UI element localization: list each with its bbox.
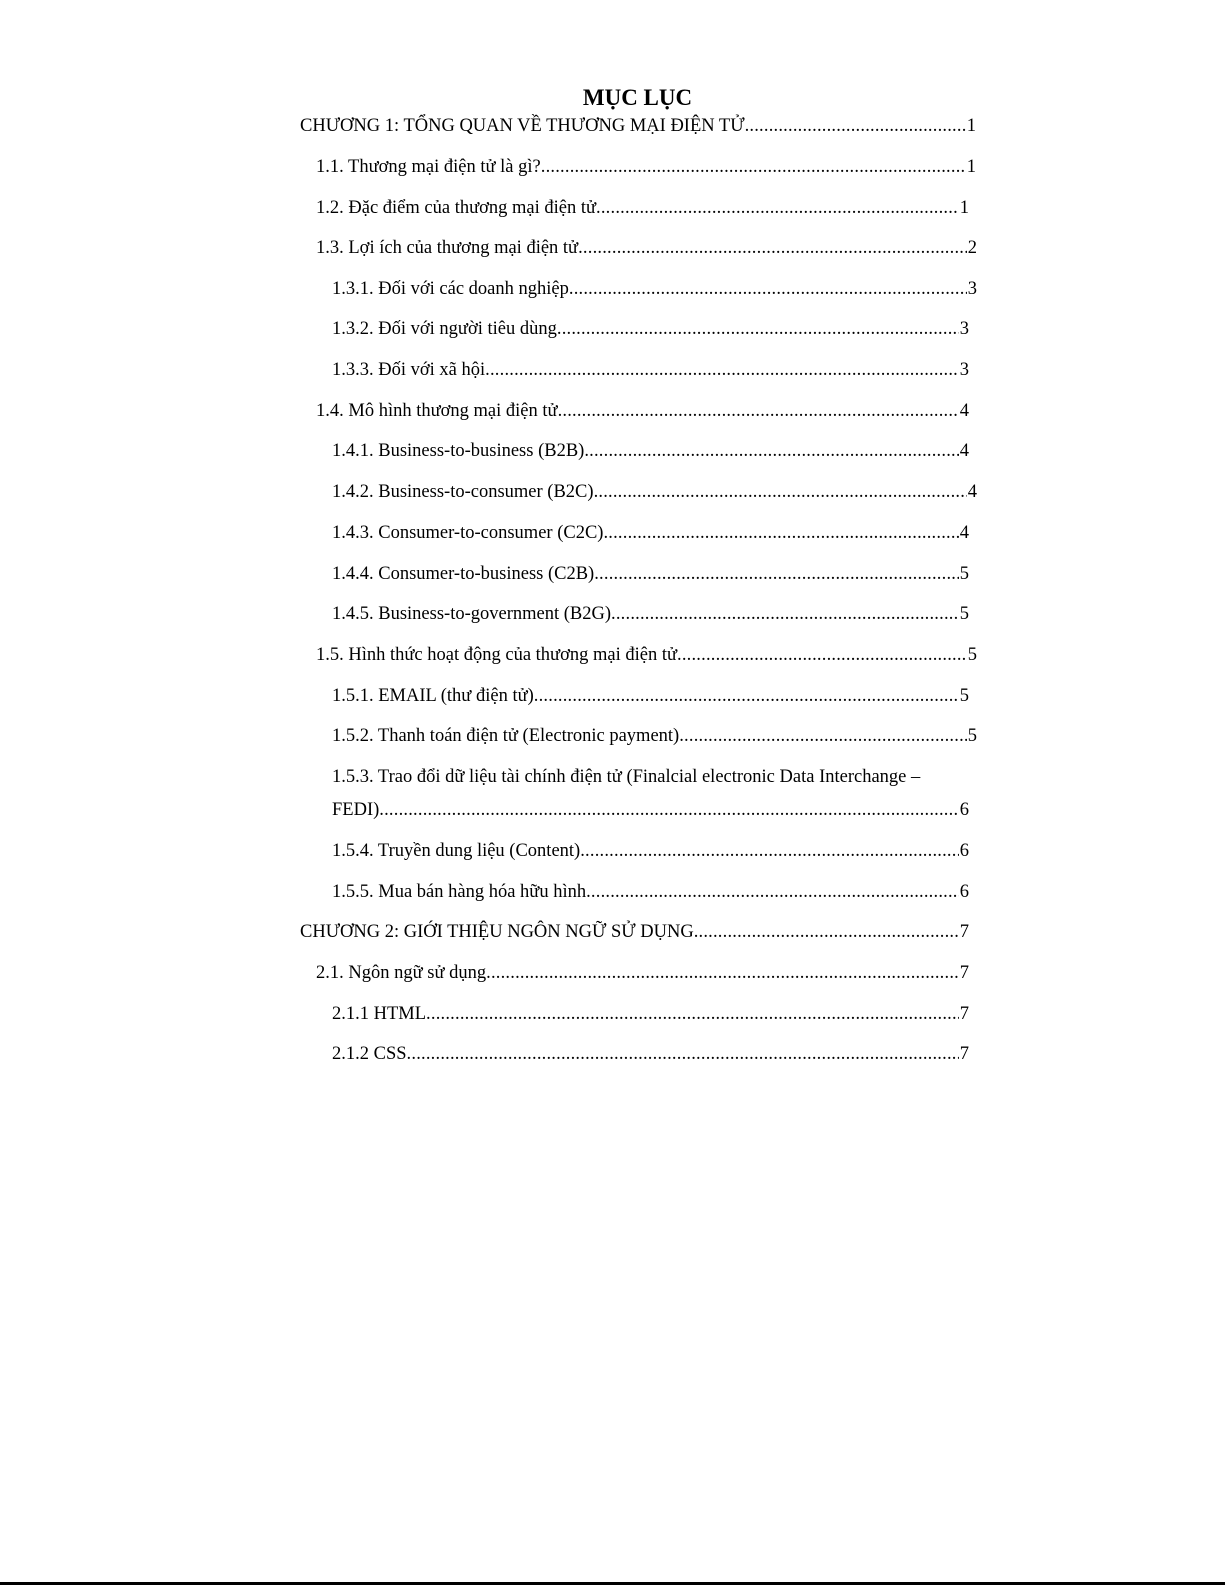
toc-leader-dots	[594, 561, 959, 587]
toc-entry-text: 2.1.1 HTML	[332, 1004, 427, 1024]
toc-entry-page: 5	[967, 726, 977, 746]
toc-entry-1-4-2[interactable]	[332, 479, 977, 505]
toc-entry-page: 3	[959, 360, 969, 380]
toc-entry-1-5-4[interactable]	[332, 838, 969, 864]
toc-entry-1-5-3-line1[interactable]	[332, 764, 920, 790]
toc-entry-text: 1.4.5. Business-to-government (B2G)	[332, 604, 612, 624]
toc-entry-page: 5	[959, 564, 969, 584]
toc-entry-chapter-1[interactable]	[300, 113, 976, 139]
toc-entry-page: 6	[959, 841, 969, 861]
toc-entry-page: 1	[959, 198, 969, 218]
toc-entry-text: 1.3. Lợi ích của thương mại điện tử	[316, 238, 579, 258]
toc-leader-dots	[611, 601, 959, 627]
toc-entry-1-3-2[interactable]	[332, 316, 969, 342]
toc-leader-dots	[407, 1041, 959, 1067]
toc-entry-text: 1.3.1. Đối với các doanh nghiệp	[332, 279, 569, 299]
toc-leader-dots	[596, 195, 959, 221]
toc-entry-page: 6	[959, 882, 969, 902]
toc-entry-text: CHƯƠNG 2: GIỚI THIỆU NGÔN NGỮ SỬ DỤNG	[300, 922, 694, 942]
toc-entry-text: 2.1. Ngôn ngữ sử dụng	[316, 963, 487, 983]
toc-entry-page: 5	[959, 604, 969, 624]
toc-leader-dots	[584, 438, 958, 464]
toc-entry-1-5-2[interactable]	[332, 723, 977, 749]
toc-entry-chapter-2[interactable]	[300, 919, 969, 945]
toc-leader-dots	[578, 235, 967, 261]
toc-entry-1-4-5[interactable]	[332, 601, 969, 627]
toc-entry-1-3[interactable]	[316, 235, 977, 261]
toc-entry-1-4[interactable]	[316, 398, 969, 424]
toc-entry-text: 1.4.2. Business-to-consumer (B2C)	[332, 482, 594, 502]
toc-entry-1-4-1[interactable]	[332, 438, 969, 464]
toc-leader-dots	[557, 316, 959, 342]
toc-entry-text: 1.3.3. Đối với xã hội	[332, 360, 486, 380]
toc-leader-dots	[580, 838, 959, 864]
toc-entry-1-5[interactable]	[316, 642, 977, 668]
toc-entry-1-4-4[interactable]	[332, 561, 969, 587]
toc-leader-dots	[379, 797, 958, 823]
toc-entry-text: 1.5.3. Trao đổi dữ liệu tài chính điện tử (Finalcial electronic Data Interchange –	[332, 767, 921, 787]
toc-entry-page: 3	[959, 319, 969, 339]
toc-entry-1-1[interactable]	[316, 154, 976, 180]
toc-leader-dots	[541, 154, 966, 180]
toc-entry-1-4-3[interactable]	[332, 520, 969, 546]
toc-entry-text: 1.2. Đặc điểm của thương mại điện tử	[316, 198, 597, 218]
toc-title: MỤC LỤC	[582, 85, 693, 110]
toc-entry-1-5-3-line2[interactable]	[332, 797, 969, 823]
toc-entry-page: 5	[959, 686, 969, 706]
toc-entry-2-1[interactable]	[316, 960, 969, 986]
toc-leader-dots	[677, 642, 967, 668]
toc-entry-text: 1.5. Hình thức hoạt động của thương mại điện tử	[316, 645, 677, 665]
toc-leader-dots	[486, 960, 959, 986]
toc-entry-page: 4	[967, 482, 977, 502]
toc-leader-dots	[426, 1001, 959, 1027]
toc-entry-page: 4	[959, 441, 969, 461]
toc-entry-text: 1.5.2. Thanh toán điện tử (Electronic payment)	[332, 726, 680, 746]
toc-leader-dots	[745, 113, 966, 139]
toc-entry-text: 1.3.2. Đối với người tiêu dùng	[332, 319, 557, 339]
toc-entry-text: 1.4.1. Business-to-business (B2B)	[332, 441, 585, 461]
toc-entry-2-1-1[interactable]	[332, 1001, 969, 1027]
toc-entry-text: CHƯƠNG 1: TỔNG QUAN VỀ THƯƠNG MẠI ĐIỆN TỬ	[300, 116, 745, 136]
toc-entry-page: 6	[959, 800, 969, 820]
toc-leader-dots	[679, 723, 967, 749]
toc-entry-1-3-1[interactable]	[332, 276, 977, 302]
toc-entry-page: 1	[966, 157, 976, 177]
toc-leader-dots	[558, 398, 959, 424]
toc-entry-text: 1.4. Mô hình thương mại điện tử	[316, 401, 558, 421]
toc-entry-2-1-2[interactable]	[332, 1041, 969, 1067]
toc-leader-dots	[586, 879, 959, 905]
toc-entry-text: 1.5.1. EMAIL (thư điện tử)	[332, 686, 534, 706]
toc-entry-page: 7	[959, 963, 969, 983]
toc-entry-text-continued: FEDI)	[332, 800, 380, 820]
toc-entry-page: 1	[966, 116, 976, 136]
toc-entry-page: 2	[967, 238, 977, 258]
toc-entry-text: 1.1. Thương mại điện tử là gì?	[316, 157, 541, 177]
toc-entry-text: 1.5.5. Mua bán hàng hóa hữu hình	[332, 882, 587, 902]
toc-entry-1-5-1[interactable]	[332, 683, 969, 709]
toc-leader-dots	[694, 919, 959, 945]
toc-entry-page: 4	[959, 523, 969, 543]
toc-entry-page: 5	[967, 645, 977, 665]
toc-entry-1-2[interactable]	[316, 195, 969, 221]
toc-entry-1-3-3[interactable]	[332, 357, 969, 383]
toc-leader-dots	[603, 520, 958, 546]
toc-leader-dots	[569, 276, 967, 302]
toc-entry-text: 2.1.2 CSS	[332, 1044, 407, 1064]
toc-entry-text: 1.4.3. Consumer-to-consumer (C2C)	[332, 523, 604, 543]
toc-leader-dots	[534, 683, 959, 709]
toc-entry-text: 1.4.4. Consumer-to-business (C2B)	[332, 564, 595, 584]
toc-entry-text: 1.5.4. Truyền dung liệu (Content)	[332, 841, 581, 861]
toc-entry-page: 4	[959, 401, 969, 421]
toc-entry-1-5-5[interactable]	[332, 879, 969, 905]
toc-leader-dots	[485, 357, 959, 383]
toc-entry-page: 7	[959, 1044, 969, 1064]
toc-entry-page: 7	[959, 1004, 969, 1024]
toc-leader-dots	[594, 479, 967, 505]
toc-entry-page: 7	[959, 922, 969, 942]
toc-entry-page: 3	[967, 279, 977, 299]
